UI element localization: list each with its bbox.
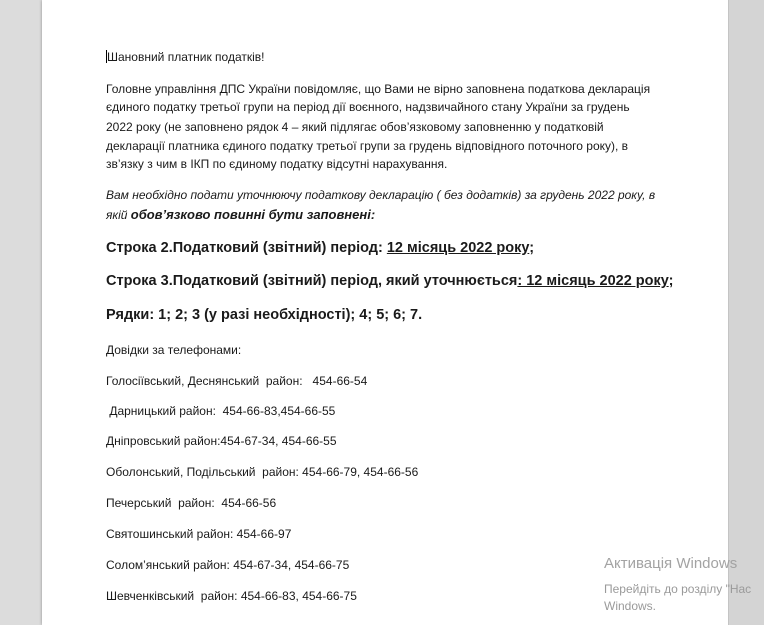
activation-watermark-line-1: Перейдіть до розділу "Нас [604, 582, 752, 596]
row3-label: Строка 3.Податковий (звітний) період, який уточнюється [106, 273, 518, 289]
row2-value: 12 місяць 2022 року [386, 240, 530, 256]
row2-end: ; [529, 240, 535, 256]
para1-line-2: єдиного податку третьої групи на період дії воєнного, надзвичайного стану України за грудень [106, 100, 630, 114]
phone-line-3: Дніпровський район:454-67-34, 454-66-55 [106, 434, 337, 448]
left-gutter [0, 0, 42, 625]
phone-line-8: Шевченківський район: 454-66-83, 454-66-75 [106, 589, 357, 603]
para1-line-5: зв’язку з чим в ІКП по єдиному податку відсутні нарахування. [106, 157, 448, 171]
row2-line [106, 240, 534, 256]
phones-title: Довідки за телефонами: [106, 343, 242, 357]
activation-watermark-title: Активація Windows [604, 555, 738, 572]
row3-value: : 12 місяць 2022 року [517, 273, 669, 289]
row2-label: Строка 2.Податковий (звітний) період: [106, 240, 387, 256]
para2-line-1: Вам необхідно подати уточнюючу податкову декларацію ( без додатків) за грудень 2022 року, в [106, 188, 656, 202]
para2-prefix: якій [106, 208, 131, 222]
phone-line-2: Дарницький район: 454-66-83,454-66-55 [106, 404, 336, 418]
phone-line-6: Святошинський район: 454-66-97 [106, 527, 292, 541]
phone-line-1: Голосіївський, Деснянський район: 454-66-54 [106, 374, 368, 388]
para2-emphasis: обов’язково повинні бути заповнені: [130, 207, 376, 222]
row3-end: ; [668, 273, 674, 289]
para2-line-2 [106, 207, 375, 222]
greeting: Шановний платник податків! [107, 50, 265, 64]
row3-line [106, 273, 674, 289]
para1-line-3: 2022 року (не заповнено рядок 4 – який підлягає обов’язковому заповненню у податковій [106, 120, 604, 134]
para1-line-4: декларації платника єдиного податку третьої групи за грудень відповідного поточного року), в [106, 139, 629, 153]
para1-line-1: Головне управління ДПС України повідомляє, що Вами не вірно заповнена податкова декларація [106, 82, 651, 96]
activation-watermark-line-2: Windows. [604, 599, 657, 613]
rows-line: Рядки: 1; 2; 3 (у разі необхідності); 4; 5; 6; 7. [106, 307, 423, 323]
phone-line-7: Солом’янський район: 454-67-34, 454-66-75 [106, 558, 350, 572]
greeting-line [106, 50, 264, 64]
document-page[interactable] [42, 0, 728, 625]
phone-line-4: Оболонський, Подільський район: 454-66-79, 454-66-56 [106, 465, 419, 479]
phone-line-5: Печерський район: 454-66-56 [106, 496, 277, 510]
right-gutter [728, 0, 764, 625]
